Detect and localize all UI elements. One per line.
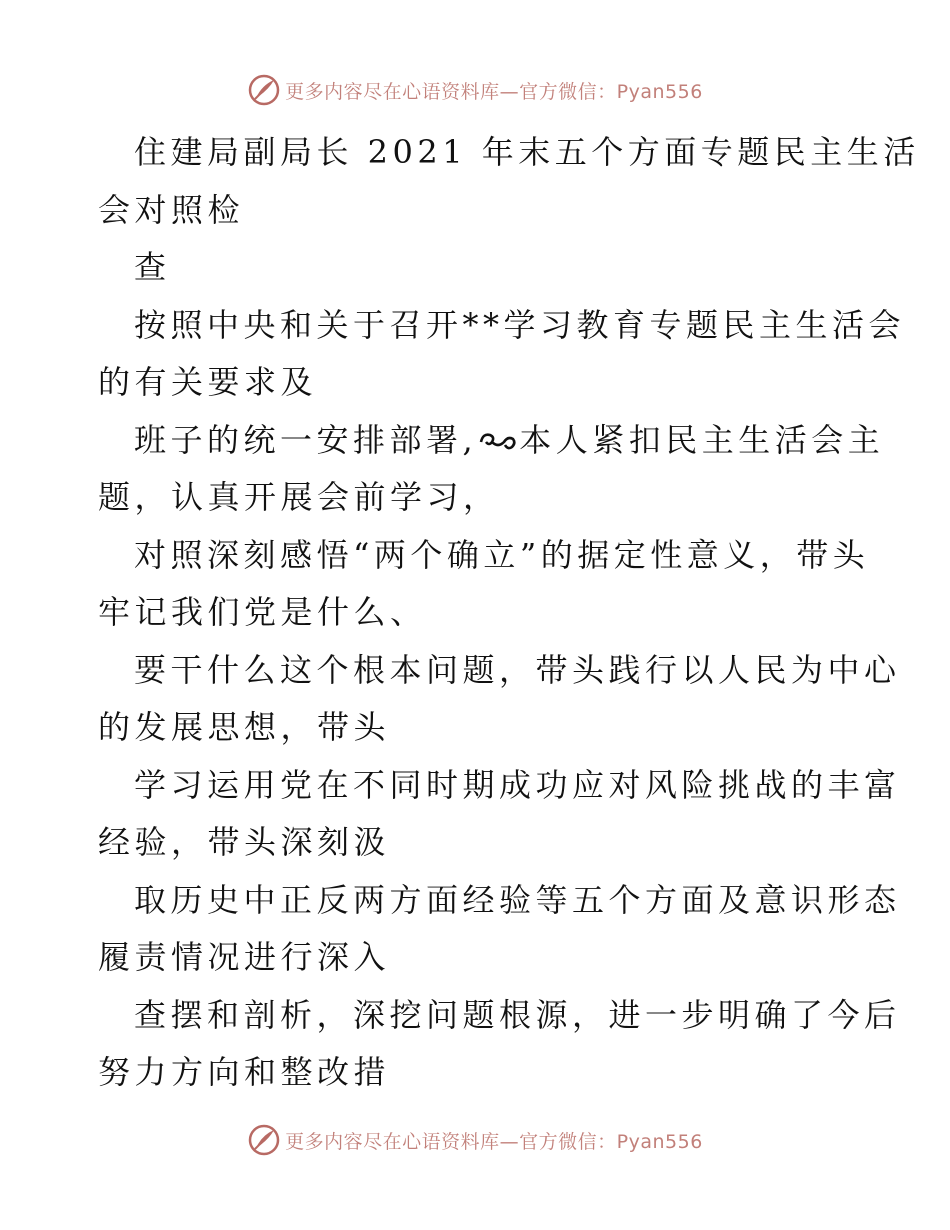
paragraph-line: 履责情况进行深入 xyxy=(98,938,391,976)
document-title-line-1: 住建局副局长 2021 年末五个方面专题民主生活 xyxy=(134,133,920,171)
paragraph-line xyxy=(98,412,885,470)
paragraph-line: 对照深刻感悟“两个确立”的据定性意义，带头 xyxy=(134,535,870,574)
paragraph-line-part: 班子的统一安排部署, xyxy=(134,420,478,459)
footer-banner xyxy=(0,1120,950,1160)
paragraph-line: 牢记我们党是什么、 xyxy=(98,593,427,631)
paragraph-line: 题，认真开展会前学习， xyxy=(98,478,500,516)
header-banner-text: 更多内容尽在心语资料库—官方微信：Pyan556 xyxy=(285,80,703,103)
footer-banner-text: 更多内容尽在心语资料库—官方微信：Pyan556 xyxy=(285,1130,703,1153)
paragraph-line-part: 本人紧扣民主生活会主 xyxy=(519,420,885,459)
document-body xyxy=(98,124,920,1102)
paragraph-line: 的有关要求及 xyxy=(98,363,318,401)
scroll-ornament-icon xyxy=(478,426,518,454)
paragraph-line: 要干什么这个根本问题，带头践行以人民为中心 xyxy=(134,650,901,689)
feather-seal-icon xyxy=(247,1123,281,1157)
paragraph-line: 学习运用党在不同时期成功应对风险挑战的丰富 xyxy=(134,765,901,804)
paragraph-line: 查摆和剖析，深挖问题根源，进一步明确了今后 xyxy=(134,995,901,1034)
feather-seal-icon xyxy=(247,73,281,107)
document-title-line-3: 查 xyxy=(134,248,171,286)
paragraph-line: 经验，带头深刻汲 xyxy=(98,823,391,861)
paragraph-line: 取历史中正反两方面经验等五个方面及意识形态 xyxy=(134,880,901,919)
paragraph-line: 努力方向和整改措 xyxy=(98,1053,391,1091)
document-title-line-2: 会对照检 xyxy=(98,190,245,229)
header-banner xyxy=(0,70,950,110)
paragraph-line: 按照中央和关于召开**学习教育专题民主生活会 xyxy=(134,305,906,344)
paragraph-line: 的发展思想，带头 xyxy=(98,708,391,746)
